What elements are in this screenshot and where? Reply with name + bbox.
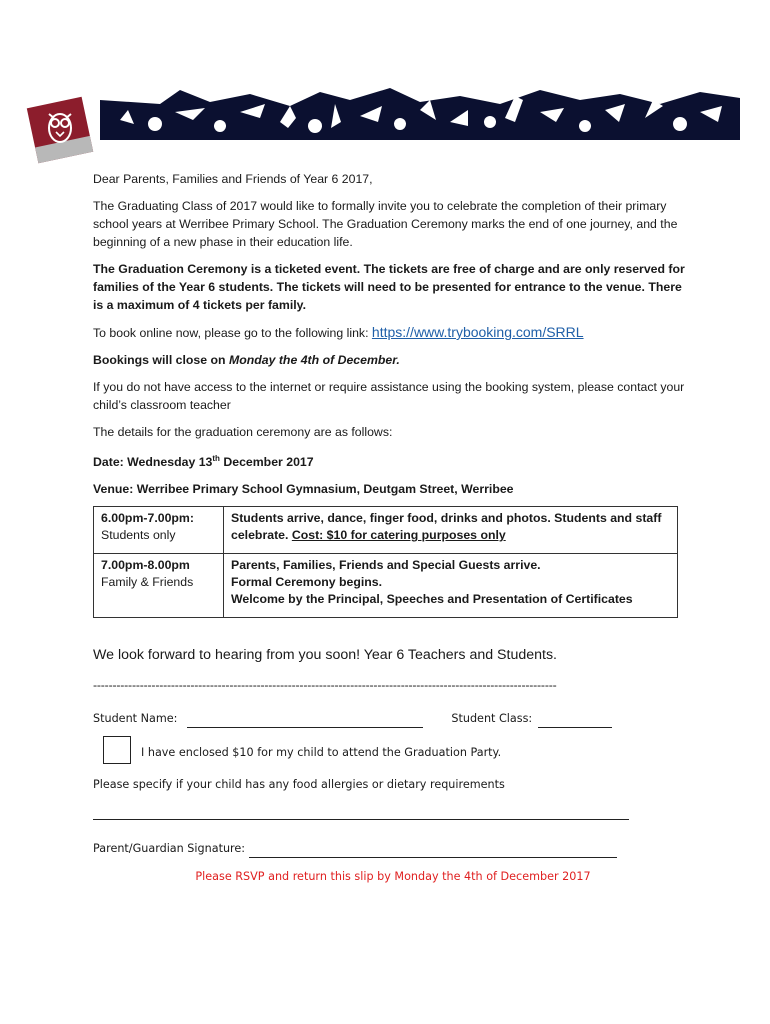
letter-intro: The Graduating Class of 2017 would like to formally invite you to celebrate the completion of their primary school years at Werribee Primary School. The Graduation Ceremony marks the end of one journey, and the beginning of a new phase in their education life.	[93, 199, 678, 249]
details-intro: The details for the graduation ceremony are as follows:	[93, 425, 393, 439]
booking-link[interactable]: https://www.trybooking.com/SRRL	[371, 324, 584, 340]
student-name-label: Student Name:	[93, 712, 178, 726]
assistance-note: If you do not have access to the internet or require assistance using the booking system, please contact your child’s classroom teacher	[93, 380, 685, 412]
signature-row	[93, 840, 693, 858]
letter-greeting: Dear Parents, Families and Friends of Year 6 2017,	[93, 172, 373, 186]
school-owl-logo	[22, 92, 98, 168]
schedule-time-cell	[94, 554, 224, 618]
rsvp-slip	[93, 710, 693, 886]
schedule-time: 7.00pm-8.00pm	[101, 558, 190, 573]
date-prefix: Date: Wednesday 13	[93, 455, 213, 470]
student-name-field[interactable]	[187, 714, 423, 728]
date-suffix: December 2017	[219, 455, 314, 470]
rsvp-deadline: Please RSVP and return this slip by Monday the 4th of December 2017	[195, 870, 591, 884]
signature-field[interactable]	[249, 844, 617, 858]
ticket-notice: The Graduation Ceremony is a ticketed event. The tickets are free of charge and are only reserved for families of the Year 6 students. The tickets will need to be presented for entrance to the venue. There is a maximum of 4 tickets per family.	[93, 262, 685, 312]
allergies-field[interactable]	[93, 806, 629, 820]
schedule-desc-cell	[224, 507, 678, 554]
bookings-close	[93, 351, 693, 369]
schedule-desc-line: Parents, Families, Friends and Special Guests arrive.	[231, 558, 541, 573]
student-class-label: Student Class:	[451, 712, 533, 726]
date-sup: th	[212, 454, 220, 463]
booking-prefix: To book online now, please go to the following link:	[93, 326, 372, 340]
signature-label: Parent/Guardian Signature:	[93, 842, 246, 856]
schedule-audience: Students only	[101, 528, 176, 543]
bookings-close-prefix: Bookings will close on	[93, 353, 229, 367]
event-venue: Venue: Werribee Primary School Gymnasium, Deutgam Street, Werribee	[93, 482, 514, 497]
student-row	[93, 710, 693, 728]
enclosed-text: I have enclosed $10 for my child to attend the Graduation Party.	[141, 746, 502, 760]
graduation-banner	[100, 82, 740, 160]
schedule-cost: Cost: $10 for catering purposes only	[291, 528, 506, 543]
cut-line: -----------------------------------------------------------------------------------------------------------------------	[93, 678, 557, 693]
enclosed-checkbox[interactable]	[103, 736, 131, 764]
schedule-desc-line: Students arrive, dance, finger food, drinks and photos. Students and staff celebrate.	[231, 511, 662, 543]
schedule-time-cell	[94, 507, 224, 554]
schedule-desc-cell	[224, 554, 678, 618]
allergies-text: Please specify if your child has any food allergies or dietary requirements	[93, 778, 505, 792]
student-class-field[interactable]	[538, 714, 612, 728]
bookings-close-date: Monday the 4th of December.	[228, 353, 400, 367]
schedule-audience: Family & Friends	[101, 575, 194, 590]
schedule-table	[93, 506, 678, 618]
schedule-desc-line: Welcome by the Principal, Speeches and Presentation of Certificates	[231, 592, 633, 607]
enclosed-row	[93, 736, 693, 764]
event-date	[93, 450, 693, 471]
schedule-row	[94, 554, 678, 618]
invitation-letter	[93, 170, 693, 886]
closing-line: We look forward to hearing from you soon! Year 6 Teachers and Students.	[93, 647, 558, 664]
schedule-time: 6.00pm-7.00pm:	[101, 511, 194, 526]
schedule-row	[94, 507, 678, 554]
booking-line	[93, 323, 693, 342]
schedule-desc-line: Formal Ceremony begins.	[231, 575, 383, 590]
